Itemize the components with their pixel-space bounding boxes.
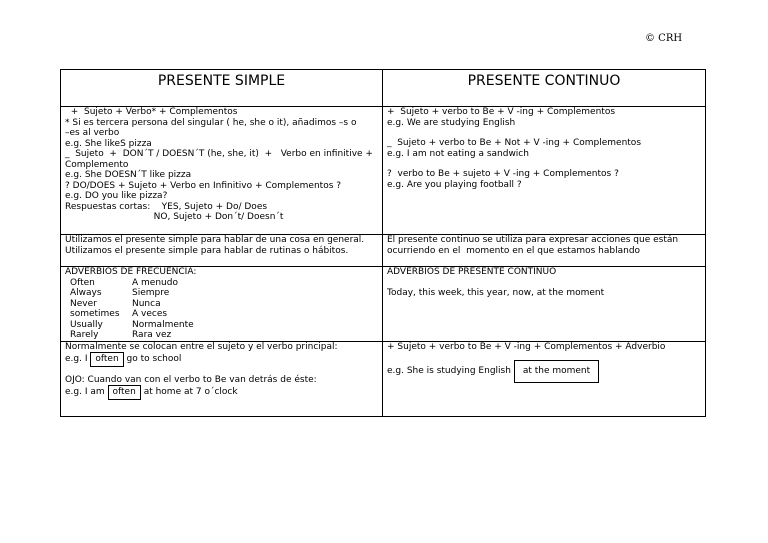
structure-line: + Sujeto + Verbo* + Complementos: [65, 107, 238, 117]
structure-line: e.g. We are studying English: [387, 117, 516, 128]
continuous-adverbs-list: Today, this week, this year, now, at the moment: [387, 287, 605, 298]
adverb-box: at the moment: [514, 360, 599, 383]
structure-line: * Si es tercera persona del singular ( he, she o it), añadimos –s o: [65, 117, 357, 128]
usage-simple-cell: [61, 235, 383, 267]
usage-row: [61, 235, 706, 267]
adverbs-row: [61, 267, 706, 342]
structure-line: e.g. I am not eating a sandwich: [387, 148, 529, 159]
adverb-en: Often: [70, 277, 95, 288]
usage-continuous-cell: [383, 235, 706, 267]
structure-line: e.g. Are you playing football ?: [387, 179, 522, 190]
header-row: [61, 70, 706, 107]
frequency-title: ADVERBIOS DE FRECUENCIA:: [65, 267, 197, 277]
adverb-en: Never: [70, 298, 97, 309]
adverb-es: Normalmente: [132, 319, 194, 330]
structure-line: e.g. She likeS pizza: [65, 138, 152, 149]
adverb-es: Nunca: [132, 298, 161, 309]
structure-line: ? DO/DOES + Sujeto + Verbo en Infinitivo + Complementos ?: [65, 180, 342, 191]
adverb-box: often: [90, 352, 123, 367]
position-note: OJO: Cuando van con el verbo to Be van detrás de éste:: [65, 374, 317, 385]
usage-line: Utilizamos el presente simple para hablar de una cosa en general.: [65, 235, 365, 245]
adverbs-simple-cell: [61, 267, 383, 342]
structure-line: –es al verbo: [65, 128, 120, 138]
adverb-en: Usually: [70, 319, 103, 330]
structure-line: NO, Sujeto + Don´t/ Doesn´t: [65, 212, 284, 222]
usage-line: ocurriendo en el momento en el que estamos hablando: [387, 245, 641, 256]
example-text: e.g. I: [65, 354, 88, 364]
usage-line: El presente continuo se utiliza para expresar acciones que están: [387, 235, 679, 245]
adverb-en: Always: [70, 288, 102, 298]
header-continuous: PRESENTE CONTINUO: [383, 70, 706, 107]
adverbs-continuous-cell: [383, 267, 706, 342]
adverb-en: Rarely: [70, 330, 99, 340]
example-text: go to school: [126, 354, 182, 364]
structure-line: ? verbo to Be + sujeto + V -ing + Complementos ?: [387, 169, 619, 179]
position-row: [61, 341, 706, 416]
adverb-es: Rara vez: [132, 330, 172, 340]
position-rule-continuous: + Sujeto + verbo to Be + V -ing + Complementos + Adverbio: [387, 341, 666, 352]
structure-line: _ Sujeto + DON´T / DOESN´T (he, she, it) + Verbo en infinitive +: [65, 149, 373, 159]
structure-line: e.g. She DOESN´T like pizza: [65, 170, 192, 180]
example-text: e.g. She is studying English: [387, 366, 511, 376]
header-simple: PRESENTE SIMPLE: [61, 70, 383, 107]
frequency-list: [65, 278, 378, 341]
adverb-box: often: [108, 385, 141, 400]
structure-line: + Sujeto + verbo to Be + V -ing + Complementos: [387, 107, 616, 117]
position-continuous-cell: [383, 341, 706, 416]
example-text: at home at 7 o´clock: [143, 387, 238, 397]
position-rule: Normalmente se colocan entre el sujeto y el verbo principal:: [65, 341, 338, 352]
position-simple-cell: [61, 341, 383, 416]
continuous-adverbs-title: ADVERBIOS DE PRESENTE CONTINUO: [387, 267, 557, 277]
structure-line: Complemento: [65, 159, 129, 170]
structure-line: e.g. DO you like pizza?: [65, 191, 168, 201]
usage-line: Utilizamos el presente simple para hablar de rutinas o hábitos.: [65, 245, 349, 256]
position-note-example: [65, 385, 378, 400]
adverb-es: A menudo: [132, 277, 178, 288]
structure-continuous-cell: [383, 107, 706, 235]
adverb-es: Siempre: [132, 288, 170, 298]
example-text: e.g. I am: [65, 387, 105, 397]
position-example: [65, 352, 378, 367]
structure-line: Respuestas cortas: YES, Sujeto + Do/ Does: [65, 201, 268, 212]
position-example-continuous: [387, 360, 701, 383]
structure-line: _ Sujeto + verbo to Be + Not + V -ing + Complementos: [387, 138, 642, 148]
structure-simple-cell: [61, 107, 383, 235]
grammar-table: [60, 69, 706, 417]
structure-row: [61, 107, 706, 235]
adverb-es: A veces: [132, 309, 168, 319]
adverb-en: sometimes: [70, 309, 120, 319]
copyright-notice: © CRH: [645, 33, 683, 44]
